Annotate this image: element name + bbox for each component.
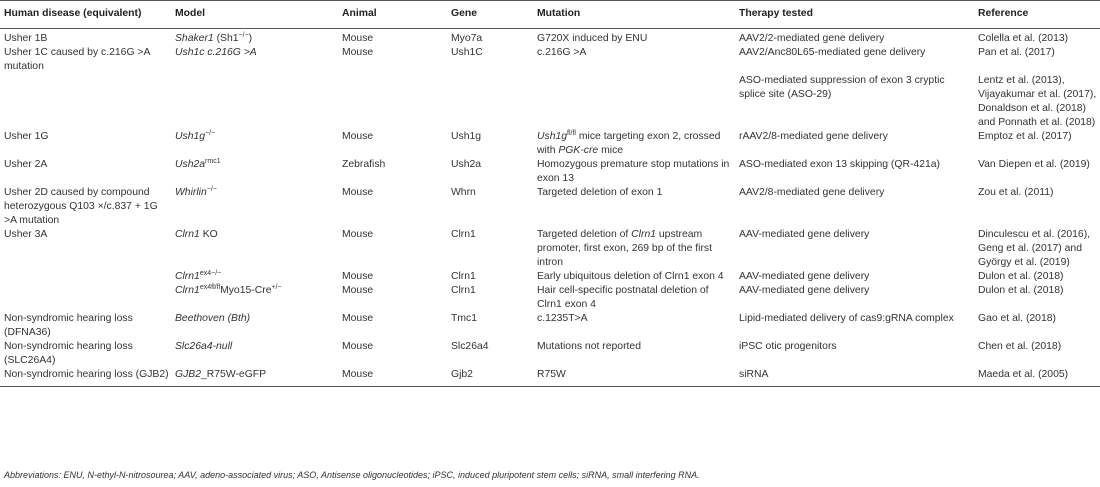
cell-animal: Zebrafish	[342, 159, 386, 170]
cell-therapy: iPSC otic progenitors	[739, 341, 837, 352]
header-model: Model	[171, 1, 338, 29]
cell-model	[171, 186, 338, 228]
table-row	[0, 368, 1100, 387]
cell-reference: Chen et al. (2018)	[978, 341, 1062, 352]
model-superscript: rmc1	[205, 158, 221, 165]
cell-model	[171, 284, 338, 312]
cell-animal	[338, 74, 447, 130]
cell-reference: Dulon et al. (2018)	[978, 285, 1064, 296]
cell-gene: Gjb2	[447, 368, 533, 387]
cell-therapy: Lipid-mediated delivery of cas9:gRNA complex	[739, 313, 954, 324]
table-row	[0, 74, 1100, 130]
header-mutation: Mutation	[533, 1, 735, 29]
cell-model: Ush1c c.216G >A	[175, 47, 257, 58]
cell-reference: Dulon et al. (2018)	[978, 271, 1064, 282]
cell-gene: Clrn1	[451, 271, 476, 282]
cell-therapy: AAV2/Anc80L65-mediated gene delivery	[739, 47, 926, 58]
cell-gene: Whrn	[451, 187, 476, 198]
cell-reference: Van Diepen et al. (2019)	[978, 159, 1090, 170]
cell-reference: Colella et al. (2013)	[978, 33, 1069, 44]
table-row	[0, 130, 1100, 158]
cell-model: Slc26a4-null	[175, 341, 233, 352]
mutation-gene: Clrn1	[631, 229, 657, 240]
header-animal: Animal	[338, 1, 447, 29]
model-name: Clrn1	[175, 271, 200, 282]
model-tail: )	[248, 33, 253, 44]
table-row	[0, 270, 1100, 284]
mutation-cre: PGK-cre	[558, 145, 599, 156]
model-suffix: (Sh1	[213, 33, 239, 44]
cell-gene: Slc26a4	[451, 341, 489, 352]
model-superscript: ex4−/−	[199, 270, 222, 277]
model-name: Ush1g	[175, 131, 206, 142]
cell-mutation	[533, 130, 735, 158]
cell-mutation: c.216G >A	[537, 47, 587, 58]
cell-therapy: rAAV2/8-mediated gene delivery	[739, 131, 888, 142]
cell-gene: Clrn1	[451, 285, 476, 296]
cell-disease: Usher 1G	[4, 131, 49, 142]
cell-therapy: ASO-mediated suppression of exon 3 cryptic splice site (ASO-29)	[739, 75, 945, 100]
cell-mutation	[533, 228, 735, 270]
model-superscript: ex4fl/fl	[199, 284, 221, 291]
table-row	[0, 340, 1100, 368]
model-name: Clrn1	[175, 229, 200, 240]
cell-model	[171, 228, 338, 270]
cell-therapy: AAV2/2-mediated gene delivery	[739, 33, 885, 44]
model-name: Whirlin	[175, 187, 207, 198]
cell-gene: Clrn1	[451, 229, 476, 240]
cell-disease	[0, 284, 171, 312]
cell-disease: Non-syndromic hearing loss (GJB2)	[0, 368, 171, 387]
model-superscript-2: +/−	[271, 284, 282, 291]
cell-reference: Dinculescu et al. (2016), Geng et al. (2017) and György et al. (2019)	[978, 229, 1091, 268]
cell-gene: Ush1g	[451, 131, 482, 142]
abbreviations-footnote: Abbreviations: ENU, N-ethyl-N-nitrosourea; AAV, adeno-associated virus; ASO, Antisense oligonucleotides; iPSC, induced pluripotent stem cells; siRNA, small interfering RNA.	[4, 470, 700, 480]
cell-therapy: AAV2/8-mediated gene delivery	[739, 187, 885, 198]
cell-reference: Pan et al. (2017)	[978, 47, 1055, 58]
table-row	[0, 228, 1100, 270]
cell-disease	[0, 270, 171, 284]
cell-reference: Zou et al. (2011)	[978, 187, 1054, 198]
cell-animal: Mouse	[338, 368, 447, 387]
cell-mutation: Targeted deletion of exon 1	[537, 187, 663, 198]
cell-mutation: Mutations not reported	[537, 341, 641, 352]
cell-disease	[0, 74, 171, 130]
header-disease: Human disease (equivalent)	[0, 1, 171, 29]
cell-mutation	[533, 74, 735, 130]
cell-reference: Gao et al. (2018)	[978, 313, 1056, 324]
cell-mutation: Homozygous premature stop mutations in exon 13	[537, 159, 730, 184]
cell-reference: Emptoz et al. (2017)	[978, 131, 1072, 142]
mutation-tail: mice	[598, 145, 624, 156]
cell-model: Beethoven (Bth)	[175, 313, 251, 324]
cell-gene: Tmc1	[451, 313, 477, 324]
cell-disease: Usher 2D caused by compound heterozygous Q103 ×/c.837 + 1G >A mutation	[4, 187, 158, 226]
model-name: Clrn1	[175, 285, 200, 296]
table-row	[0, 158, 1100, 186]
header-reference: Reference	[974, 1, 1100, 29]
cell-model	[171, 368, 338, 387]
cell-mutation: G720X induced by ENU	[537, 33, 648, 44]
model-superscript: −/−	[238, 32, 249, 39]
cell-therapy: AAV-mediated gene delivery	[739, 271, 870, 282]
cell-animal: Mouse	[342, 229, 374, 240]
cell-disease: Usher 1C caused by c.216G >A mutation	[4, 47, 150, 72]
cell-therapy: AAV-mediated gene delivery	[739, 285, 870, 296]
header-therapy: Therapy tested	[735, 1, 974, 29]
cell-disease: Usher 2A	[4, 159, 48, 170]
cell-therapy: ASO-mediated exon 13 skipping (QR-421a)	[739, 159, 940, 170]
table-row	[0, 284, 1100, 312]
mutation-text: Targeted deletion of	[537, 229, 632, 240]
cell-therapy: siRNA	[735, 368, 974, 387]
cell-disease: Usher 3A	[4, 229, 48, 240]
cell-reference: Lentz et al. (2013), Vijayakumar et al. (2017), Donaldson et al. (2018) and Ponnath et al. (2018)	[978, 75, 1097, 128]
cell-animal: Mouse	[342, 313, 374, 324]
table-row	[0, 186, 1100, 228]
cell-model	[171, 74, 338, 130]
cell-gene: Ush2a	[451, 159, 482, 170]
model-name: Ush2a	[175, 159, 206, 170]
cell-gene	[447, 74, 533, 130]
cell-animal: Mouse	[342, 285, 374, 296]
mutation-tail: upstream promoter, first exon, 269 bp of the first intron	[537, 229, 712, 268]
model-suffix: _R75W-eGFP	[201, 369, 267, 380]
model-suffix: KO	[199, 229, 218, 240]
cell-mutation: c.1235T>A	[537, 313, 588, 324]
cell-model	[171, 270, 338, 284]
model-suffix: Myo15-Cre	[220, 285, 272, 296]
cell-reference: Maeda et al. (2005)	[974, 368, 1100, 387]
model-superscript: −/−	[205, 130, 216, 137]
cell-mutation: R75W	[533, 368, 735, 387]
cell-animal: Mouse	[342, 131, 374, 142]
cell-model	[171, 29, 338, 47]
cell-animal: Mouse	[342, 47, 374, 58]
header-row	[0, 1, 1100, 29]
header-gene: Gene	[447, 1, 533, 29]
cell-animal: Mouse	[342, 271, 374, 282]
cell-disease: Non-syndromic hearing loss (DFNA36)	[4, 313, 133, 338]
table-row	[0, 312, 1100, 340]
cell-mutation: Hair cell-specific postnatal deletion of Clrn1 exon 4	[537, 285, 709, 310]
cell-gene: Myo7a	[451, 33, 483, 44]
cell-animal: Mouse	[342, 33, 374, 44]
cell-model	[171, 130, 338, 158]
table-row	[0, 29, 1100, 47]
mutation-gene: Ush1g	[537, 131, 568, 142]
cell-disease: Usher 1B	[4, 33, 48, 44]
table-row	[0, 46, 1100, 74]
mutation-superscript: fl/fl	[567, 130, 576, 137]
cell-disease: Non-syndromic hearing loss (SLC26A4)	[4, 341, 133, 366]
cell-gene: Ush1C	[451, 47, 483, 58]
model-superscript: −/−	[206, 186, 217, 193]
model-name: GJB2	[175, 369, 201, 380]
cell-mutation: Early ubiquitous deletion of Clrn1 exon 4	[537, 271, 724, 282]
mutation-text: mice targeting exon 2, crossed with	[537, 131, 721, 156]
cell-model	[171, 158, 338, 186]
cell-therapy: AAV-mediated gene delivery	[739, 229, 870, 240]
cell-animal: Mouse	[342, 187, 374, 198]
model-name: Shaker1	[175, 33, 214, 44]
cell-animal: Mouse	[342, 341, 374, 352]
